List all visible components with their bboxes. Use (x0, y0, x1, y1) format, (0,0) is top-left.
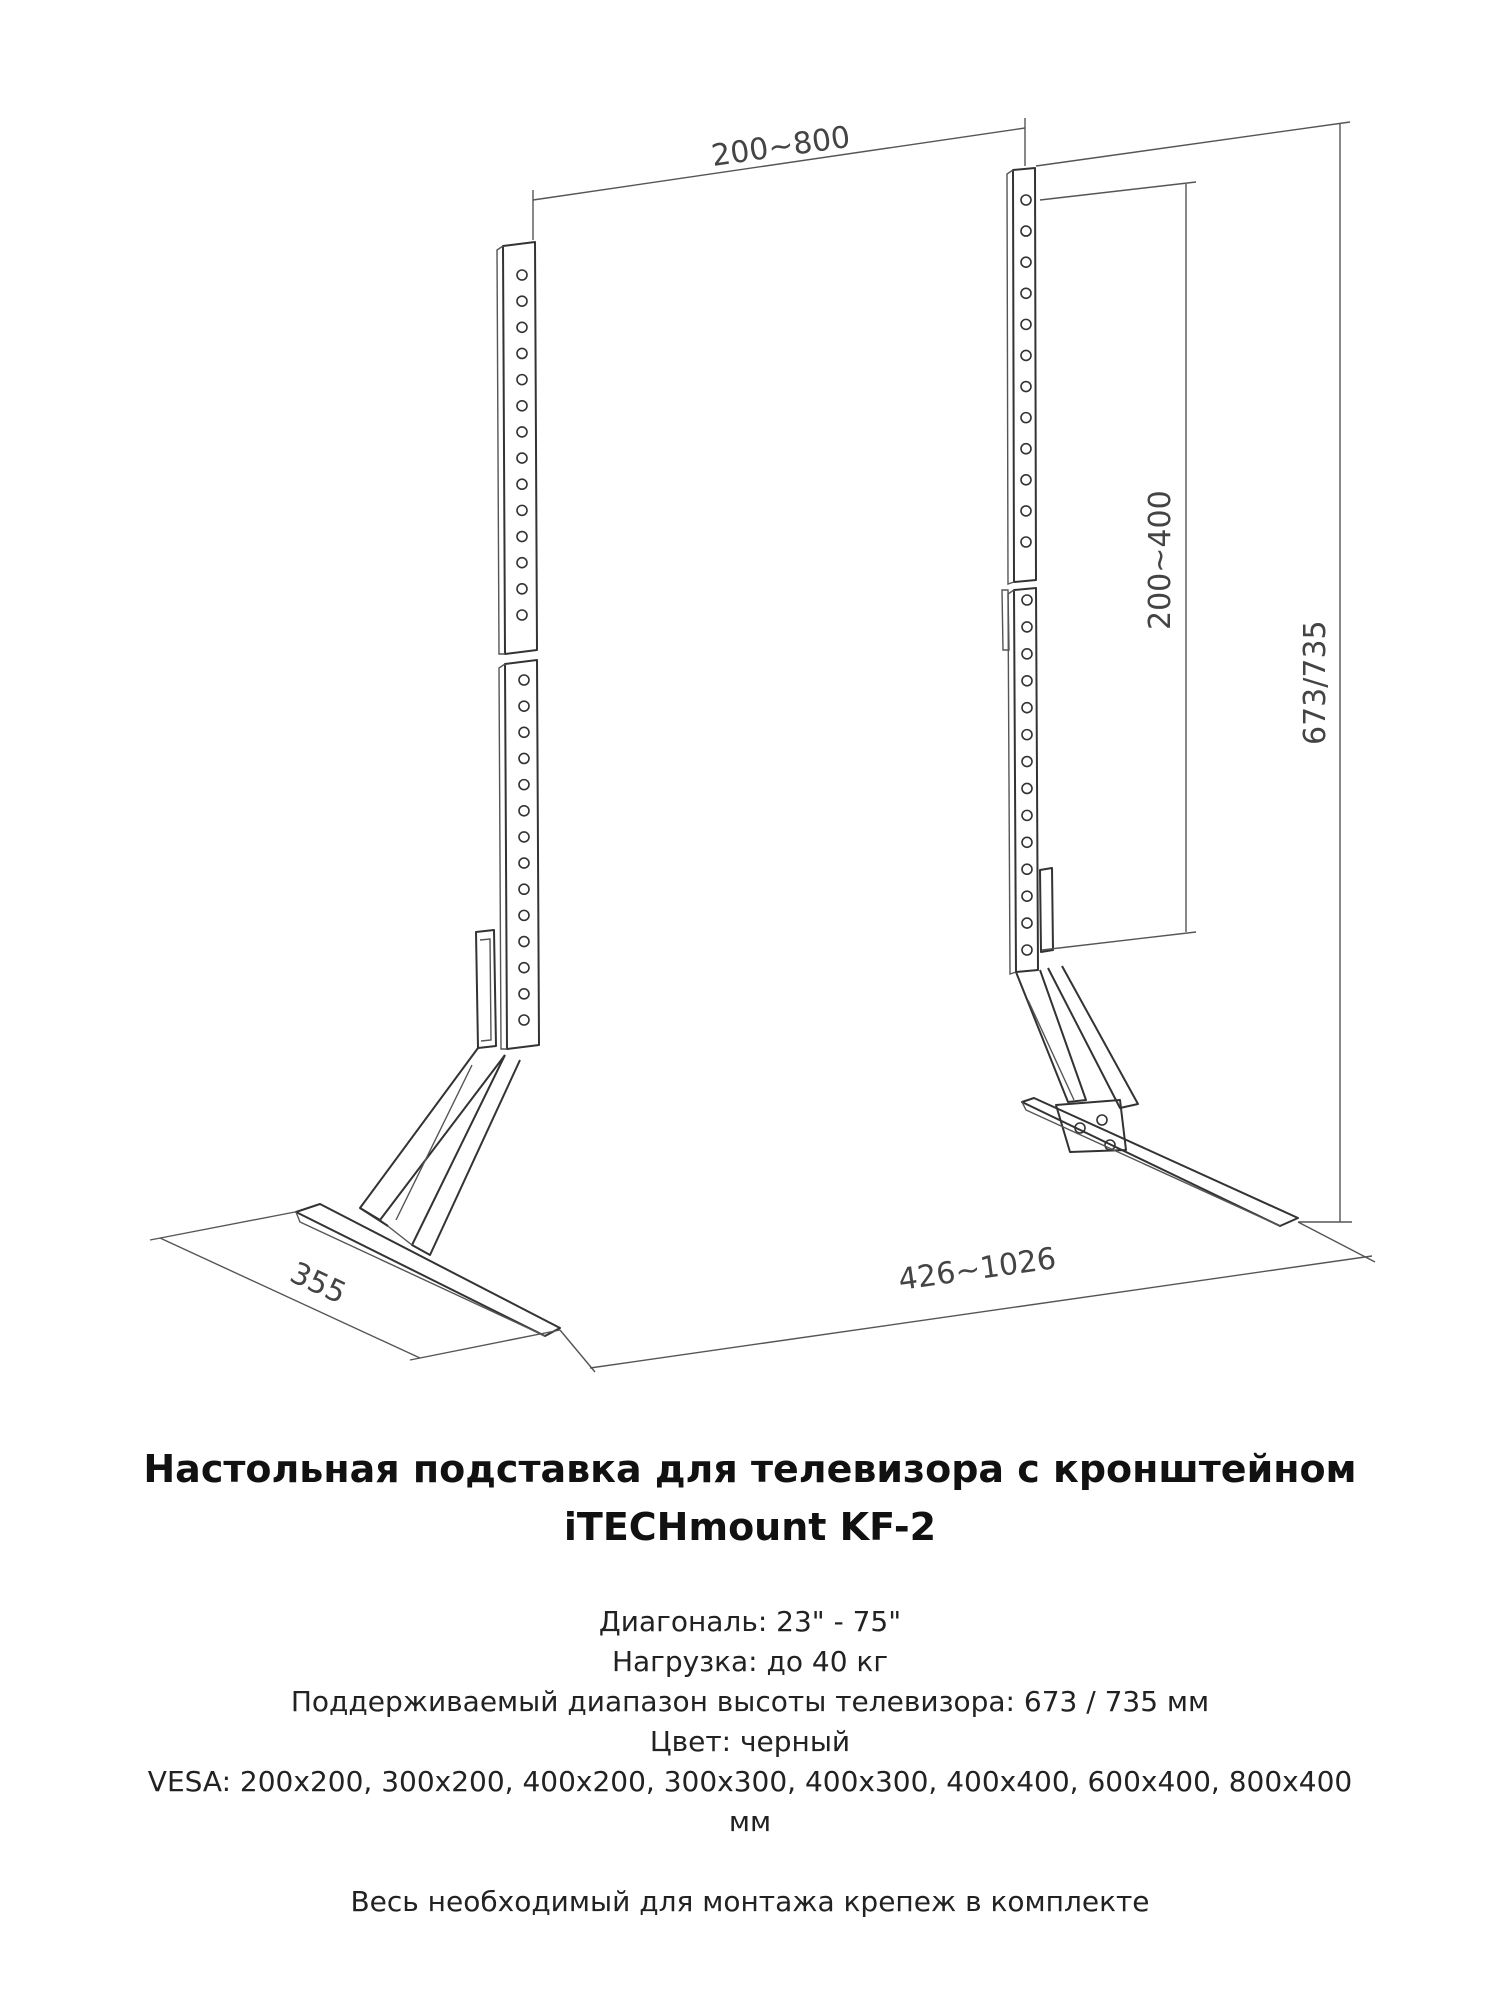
post-hole (517, 558, 527, 568)
product-title-line1: Настольная подставка для телевизора с кронштейном (143, 1447, 1357, 1491)
post-hole (1022, 810, 1032, 820)
post-hole (1021, 319, 1031, 329)
post-hole (1022, 783, 1032, 793)
post-hole (517, 584, 527, 594)
post-hole (517, 610, 527, 620)
post-hole (517, 296, 527, 306)
post-hole (1022, 945, 1032, 955)
post-hole (1021, 537, 1031, 547)
product-title (60, 1440, 1440, 1556)
post-hole (1022, 891, 1032, 901)
post-hole (517, 453, 527, 463)
product-caption (0, 1440, 1500, 1922)
right-stand (1002, 168, 1298, 1226)
post-hole (517, 401, 527, 411)
dim-vesa-height-label: 200~400 (1143, 490, 1178, 630)
product-title-line2: iTECHmount KF-2 (563, 1505, 937, 1549)
post-hole (1022, 730, 1032, 740)
spec-list (0, 1602, 1500, 1842)
post-hole (1022, 757, 1032, 767)
dim-total-height-label: 673/735 (1298, 620, 1333, 745)
post-hole (1021, 382, 1031, 392)
post-hole (1022, 595, 1032, 605)
post-hole (519, 727, 529, 737)
dim-base-depth-label: 355 (284, 1255, 352, 1312)
post-hole (517, 427, 527, 437)
post-hole (1021, 475, 1031, 485)
post-hole (519, 858, 529, 868)
post-hole (1021, 195, 1031, 205)
post-hole (1021, 350, 1031, 360)
post-hole (1022, 649, 1032, 659)
post-hole (517, 479, 527, 489)
post-hole (517, 532, 527, 542)
spec-height-range: Поддерживаемый диапазон высоты телевизора: 673 / 735 мм (290, 1685, 1210, 1718)
post-hole (517, 505, 527, 515)
spec-vesa-unit: мм (728, 1805, 772, 1838)
post-hole (519, 963, 529, 973)
post-hole (1021, 413, 1031, 423)
post-hole (1021, 257, 1031, 267)
post-hole (519, 884, 529, 894)
post-hole (1022, 837, 1032, 847)
post-hole (517, 270, 527, 280)
spec-diagonal: Диагональ: 23" - 75" (598, 1605, 902, 1638)
post-hole (519, 675, 529, 685)
post-hole (519, 780, 529, 790)
post-hole (519, 832, 529, 842)
post-hole (1022, 864, 1032, 874)
post-hole (1022, 703, 1032, 713)
post-hole (517, 375, 527, 385)
post-hole (1022, 918, 1032, 928)
post-hole (1021, 288, 1031, 298)
post-hole (519, 701, 529, 711)
post-hole (519, 910, 529, 920)
post-hole (1021, 226, 1031, 236)
spec-load: Нагрузка: до 40 кг (611, 1645, 889, 1678)
post-hole (519, 806, 529, 816)
post-hole (517, 348, 527, 358)
spec-color: Цвет: черный (649, 1725, 851, 1758)
left-stand (296, 242, 560, 1336)
post-hole (1021, 444, 1031, 454)
post-hole (1022, 622, 1032, 632)
spec-vesa: VESA: 200x200, 300x200, 400x200, 300x300, 400x300, 400x400, 600x400, 800x400 (147, 1765, 1353, 1798)
post-hole (519, 1015, 529, 1025)
post-hole (519, 937, 529, 947)
post-hole (1022, 676, 1032, 686)
mounting-note: Весь необходимый для монтажа крепеж в комплекте (350, 1885, 1150, 1918)
dim-top-width-label: 200~800 (709, 119, 853, 174)
post-hole (517, 322, 527, 332)
post-hole (519, 989, 529, 999)
dim-total-width-label: 426~1026 (896, 1241, 1059, 1298)
post-hole (519, 753, 529, 763)
post-hole (1021, 506, 1031, 516)
